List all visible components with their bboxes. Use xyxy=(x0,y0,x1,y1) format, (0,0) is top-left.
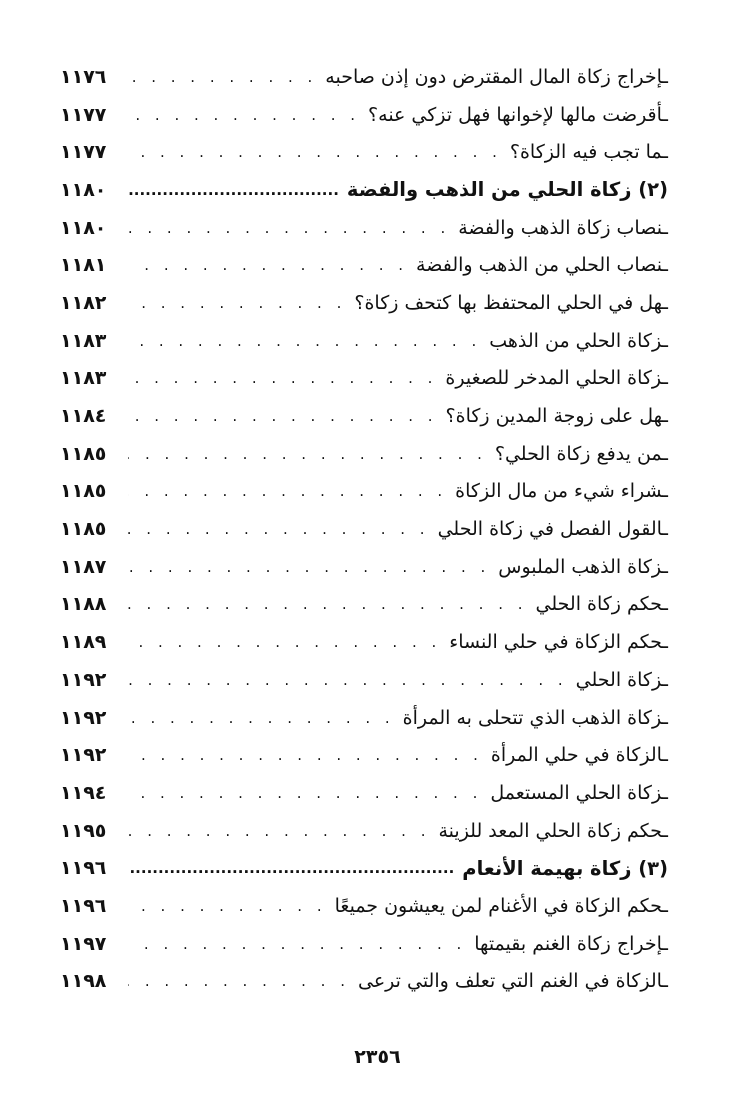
dot-leader xyxy=(128,143,502,161)
toc-entry-title: ـنصاب الحلي من الذهب والفضة xyxy=(416,254,668,277)
toc-entry-page: ١١٨٥ xyxy=(60,518,107,541)
dot-leader xyxy=(128,445,487,463)
toc-entry xyxy=(60,887,668,925)
toc-entry xyxy=(60,473,668,511)
toc-entry xyxy=(60,623,668,661)
toc-entry xyxy=(60,812,668,850)
toc-section-page: ١١٩٦ xyxy=(60,857,107,880)
table-of-contents xyxy=(60,58,668,1000)
toc-entry-page: ١١٧٧ xyxy=(60,141,107,164)
toc-entry-title: ـزكاة الحلي المستعمل xyxy=(490,781,668,804)
dot-leader xyxy=(128,595,528,613)
toc-entry-page: ١١٨٩ xyxy=(60,631,107,654)
dot-leader xyxy=(128,822,430,840)
dot-leader xyxy=(128,256,408,274)
dot-leader xyxy=(128,332,481,350)
toc-entry-page: ١١٨١ xyxy=(60,254,107,277)
toc-entry xyxy=(60,586,668,624)
toc-entry xyxy=(60,96,668,134)
dot-leader xyxy=(128,935,466,953)
toc-entry xyxy=(60,548,668,586)
toc-entry xyxy=(60,284,668,322)
dot-leader xyxy=(128,294,346,312)
dot-leader xyxy=(128,407,438,425)
dot-leader xyxy=(128,219,450,237)
toc-entry-title: ـإخراج زكاة الغنم بقيمتها xyxy=(474,932,668,955)
toc-entry xyxy=(60,58,668,96)
dot-leader xyxy=(128,746,483,764)
toc-entry-page: ١١٩٤ xyxy=(60,781,107,804)
dot-leader xyxy=(128,520,430,538)
toc-entry xyxy=(60,322,668,360)
dot-leader xyxy=(128,181,339,199)
dot-leader xyxy=(128,558,490,576)
toc-entry-page: ١١٨٠ xyxy=(60,216,107,239)
toc-section-title: (٣) زكاة بهيمة الأنعام xyxy=(462,856,668,880)
toc-entry-page: ١١٩٢ xyxy=(60,706,107,729)
toc-entry-title: ـزكاة الحلي xyxy=(575,668,668,691)
toc-entry-page: ١١٨٥ xyxy=(60,442,107,465)
toc-entry-title: ـزكاة الحلي من الذهب xyxy=(489,329,668,352)
toc-entry xyxy=(60,435,668,473)
toc-entry-title: ـمن يدفع زكاة الحلي؟ xyxy=(494,442,668,465)
toc-entry-title: ـالزكاة في حلي المرأة xyxy=(490,744,668,767)
toc-entry-title: ـحكم الزكاة في الأغنام لمن يعيشون جميعًا xyxy=(334,894,668,917)
dot-leader xyxy=(128,106,360,124)
toc-entry-page: ١١٧٧ xyxy=(60,103,107,126)
dot-leader xyxy=(128,897,327,915)
toc-entry xyxy=(60,209,668,247)
toc-entry-page: ١١٨٨ xyxy=(60,593,107,616)
toc-entry-page: ١١٨٢ xyxy=(60,291,107,314)
dot-leader xyxy=(128,671,568,689)
toc-entry xyxy=(60,360,668,398)
toc-entry-page: ١١٩٥ xyxy=(60,819,107,842)
dot-leader xyxy=(128,972,350,990)
toc-entry-page: ١١٩٢ xyxy=(60,744,107,767)
toc-entry-title: ـحكم الزكاة في حلي النساء xyxy=(449,631,668,654)
dot-leader xyxy=(128,709,395,727)
toc-entry xyxy=(60,510,668,548)
dot-leader xyxy=(128,633,441,651)
toc-entry xyxy=(60,925,668,963)
toc-entry-page: ١١٨٣ xyxy=(60,329,107,352)
toc-entry-title: ـهل في الحلي المحتفظ بها كتحف زكاة؟ xyxy=(354,291,668,314)
dot-leader xyxy=(128,859,454,877)
toc-entry-title: ـهل على زوجة المدين زكاة؟ xyxy=(445,405,668,428)
toc-section-heading xyxy=(60,171,668,209)
dot-leader xyxy=(128,482,447,500)
toc-entry-title: ـأقرضت مالها لإخوانها فهل تزكي عنه؟ xyxy=(368,103,668,126)
dot-leader xyxy=(128,369,437,387)
toc-entry-title: ـشراء شيء من مال الزكاة xyxy=(455,480,668,503)
toc-entry-title: ـزكاة الحلي المدخر للصغيرة xyxy=(445,367,668,390)
toc-entry xyxy=(60,774,668,812)
toc-entry-page: ١١٨٥ xyxy=(60,480,107,503)
toc-entry-title: ـالزكاة في الغنم التي تعلف والتي ترعى xyxy=(358,970,668,993)
toc-entry xyxy=(60,133,668,171)
toc-section-title: (٢) زكاة الحلي من الذهب والفضة xyxy=(346,178,668,202)
toc-section-heading xyxy=(60,849,668,887)
toc-entry-page: ١١٩٧ xyxy=(60,932,107,955)
toc-entry-title: ـالقول الفصل في زكاة الحلي xyxy=(437,518,668,541)
toc-entry-page: ١١٨٤ xyxy=(60,405,107,428)
toc-section-page: ١١٨٠ xyxy=(60,178,107,201)
toc-entry-page: ١١٨٣ xyxy=(60,367,107,390)
toc-entry xyxy=(60,246,668,284)
toc-entry-page: ١١٧٦ xyxy=(60,65,107,88)
toc-entry-title: ـإخراج زكاة المال المقترض دون إذن صاحبه xyxy=(325,65,668,88)
dot-leader xyxy=(128,784,482,802)
toc-entry-title: ـزكاة الذهب الذي تتحلى به المرأة xyxy=(402,706,668,729)
toc-entry-page: ١١٩٦ xyxy=(60,894,107,917)
toc-entry-title: ـحكم زكاة الحلي xyxy=(535,593,668,616)
toc-entry xyxy=(60,963,668,1001)
dot-leader xyxy=(128,68,317,86)
page-number: ٢٣٥٦ xyxy=(354,1046,401,1068)
toc-entry-page: ١١٩٨ xyxy=(60,970,107,993)
toc-entry xyxy=(60,661,668,699)
toc-entry-page: ١١٩٢ xyxy=(60,668,107,691)
toc-entry-title: ـما تجب فيه الزكاة؟ xyxy=(509,141,668,164)
toc-entry xyxy=(60,397,668,435)
toc-entry xyxy=(60,699,668,737)
toc-entry-title: ـنصاب زكاة الذهب والفضة xyxy=(458,216,668,239)
toc-entry-page: ١١٨٧ xyxy=(60,555,107,578)
toc-entry-title: ـحكم زكاة الحلي المعد للزينة xyxy=(438,819,668,842)
toc-entry-title: ـزكاة الذهب الملبوس xyxy=(498,555,668,578)
toc-entry xyxy=(60,736,668,774)
